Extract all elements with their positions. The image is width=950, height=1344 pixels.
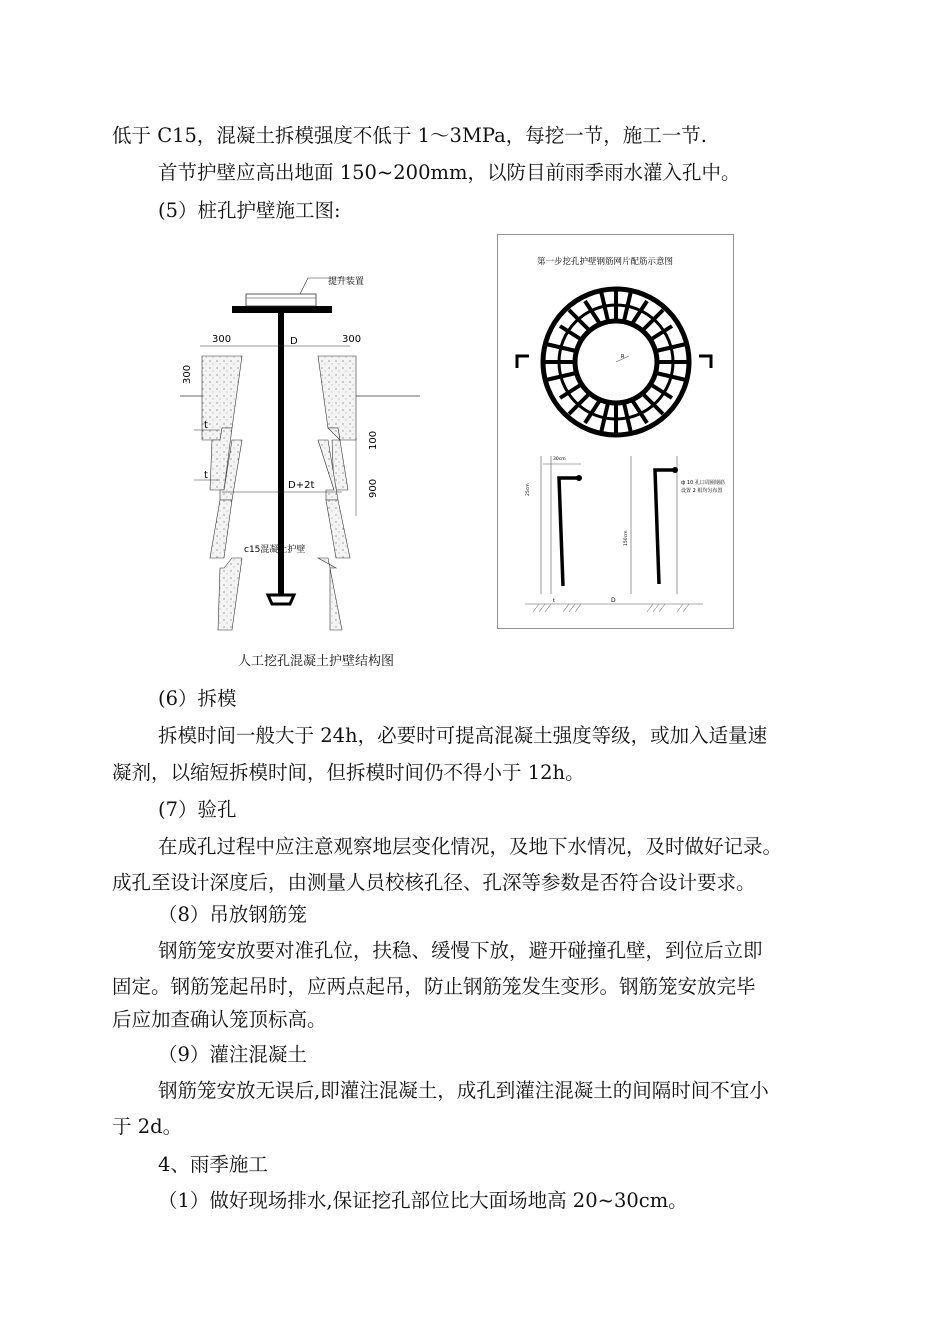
para-line-10: （8）吊放钢筋笼 [158, 903, 307, 926]
dim-900: 900 [368, 478, 379, 498]
para-line-9: 成孔至设计深度后，由测量人员校核孔径、孔深等参数是否符合设计要求。 [112, 871, 756, 894]
dim-t2: t [204, 470, 208, 481]
para-line-17: 4、雨季施工 [158, 1153, 268, 1176]
dim-D-plus-2t: D+2t [288, 480, 315, 491]
para-line-16: 于 2d。 [112, 1115, 183, 1138]
dim-300-left: 300 [212, 334, 232, 345]
para-line-15: 钢筋笼安放无误后,即灌注混凝土，成孔到灌注混凝土的间隔时间不宜小 [158, 1079, 769, 1102]
para-line-1: 低于 C15，混凝土拆模强度不低于 1～3MPa，每挖一节，施工一节. [112, 124, 707, 147]
para-line-7: (7）验孔 [158, 798, 237, 821]
dim-D: D [290, 336, 298, 347]
para-line-11: 钢筋笼安放要对准孔位，扶稳、缓慢下放，避开碰撞孔壁，到位后立即 [158, 939, 763, 962]
para-line-6: 凝剂，以缩短拆模时间，但拆模时间仍不得小于 12h。 [112, 761, 585, 784]
label-30cm: 30cm [553, 457, 566, 462]
wall-label: c15混凝土护壁 [244, 545, 306, 555]
label-D-right: D [611, 597, 616, 604]
para-line-5: 拆模时间一般大于 24h，必要时可提高混凝土强度等级，或加入适量速 [158, 724, 768, 747]
dim-t1: t [204, 420, 208, 431]
para-line-4: (6）拆模 [158, 687, 237, 710]
label-150cm: 150cm [624, 530, 629, 546]
dim-300-vertical: 300 [182, 364, 193, 384]
right-figure-title: 第一步挖孔护壁钢筋网片配筋示意图 [537, 257, 674, 267]
pile-wall-structure-figure [180, 268, 430, 640]
label-R: R [621, 354, 625, 360]
hoist-label: 提升装置 [328, 277, 365, 287]
bucket [268, 595, 294, 604]
para-line-3: (5）桩孔护壁施工图: [158, 199, 341, 222]
para-line-18: （1）做好现场排水,保证挖孔部位比大面场地高 20~30cm。 [158, 1189, 688, 1212]
figure-left-caption: 人工挖孔混凝土护壁结构图 [238, 654, 395, 669]
label-t: t [553, 598, 555, 604]
dim-100: 100 [368, 430, 379, 450]
label-25cm: 25cm [526, 483, 531, 496]
para-line-8: 在成孔过程中应注意观察地层变化情况，及地下水情况，及时做好记录。 [158, 835, 783, 858]
para-line-12: 固定。钢筋笼起吊时，应两点起吊，防止钢筋笼发生变形。钢筋笼安放完毕 [112, 975, 756, 998]
dim-300-right: 300 [342, 334, 362, 345]
para-line-14: （9）灌注混凝土 [158, 1043, 307, 1066]
para-line-13: 后应加查确认笼顶标高。 [112, 1008, 327, 1031]
rebar-mesh-figure [497, 234, 734, 630]
note-line-1: ф 10 孔口周圈钢筋 [681, 480, 725, 486]
para-line-2: 首节护壁应高出地面 150~200mm，以防目前雨季雨水灌入孔中。 [158, 161, 741, 184]
hoist-beam [232, 306, 332, 313]
note-line-2: 设置 2 根均匀布置 [681, 488, 723, 494]
